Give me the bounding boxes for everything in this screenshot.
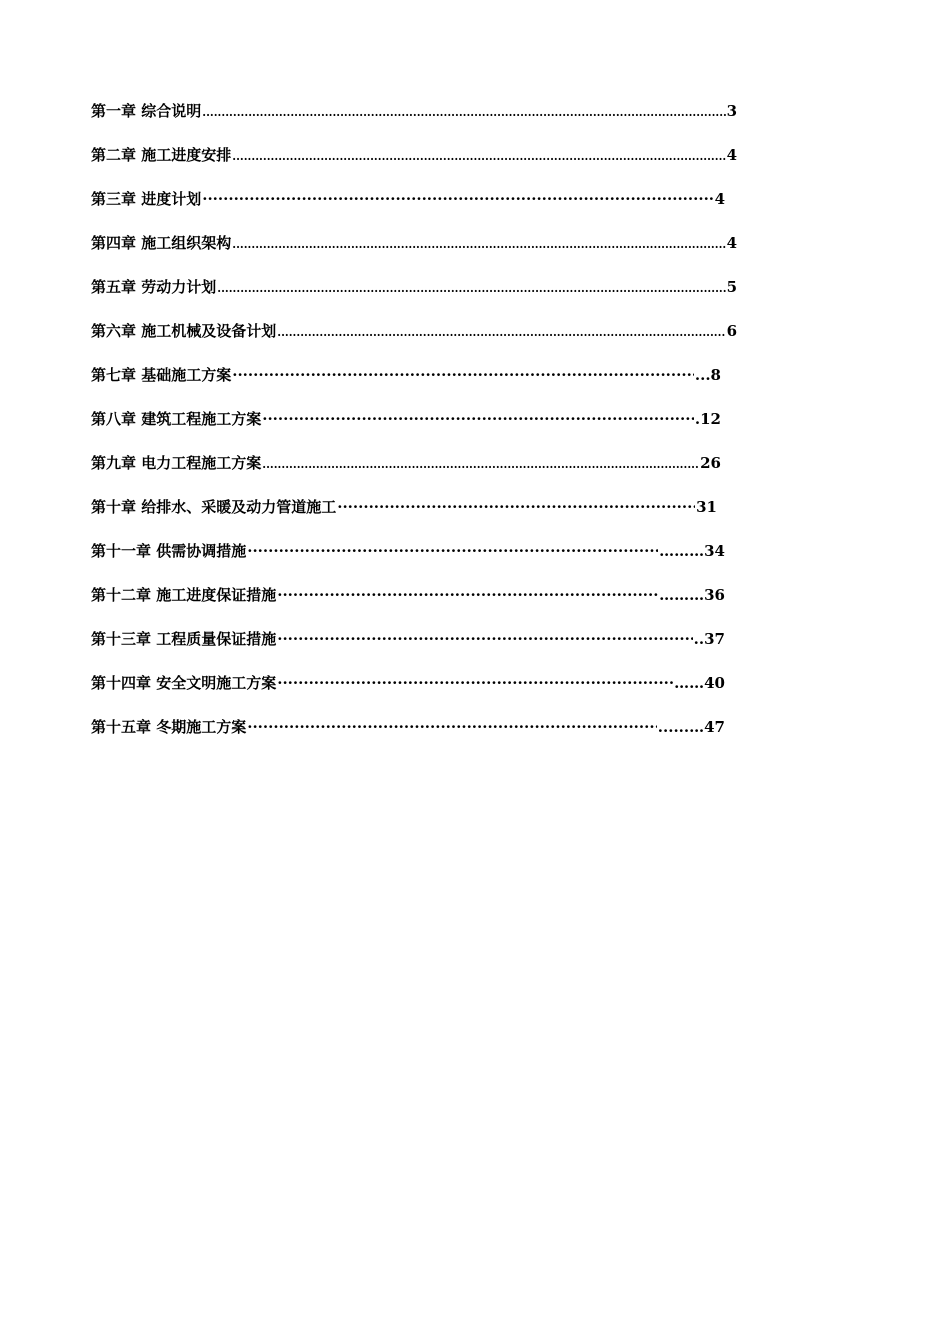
- toc-entry[interactable]: [91, 540, 725, 584]
- toc-page-number: 4: [726, 146, 737, 164]
- toc-entry-title: 第十四章 安全文明施工方案: [91, 674, 277, 692]
- toc-entry[interactable]: [91, 276, 737, 320]
- toc-entry[interactable]: [91, 144, 737, 188]
- toc-entry-title: 第十章 给排水、采暖及动力管道施工: [91, 498, 337, 516]
- toc-entry[interactable]: [91, 408, 721, 452]
- toc-entry[interactable]: [91, 628, 725, 672]
- toc-dot-leader: [217, 276, 725, 300]
- toc-entry-title: 第二章 施工进度安排: [91, 146, 232, 164]
- toc-dot-leader: [277, 320, 725, 344]
- toc-dot-leader: [232, 232, 725, 256]
- toc-entry-title: 第四章 施工组织架构: [91, 234, 232, 252]
- toc-page-number: ………34: [659, 542, 725, 560]
- toc-dot-leader: [277, 672, 673, 694]
- toc-page-number: ……40: [674, 674, 725, 692]
- toc-page-number: 4: [714, 190, 725, 208]
- toc-dot-leader: [262, 452, 699, 476]
- toc-entry-title: 第八章 建筑工程施工方案: [91, 410, 262, 428]
- toc-page-number: 4: [726, 234, 737, 252]
- toc-page-number: ......…47: [657, 718, 725, 736]
- toc-entry-title: 第十三章 工程质量保证措施: [91, 630, 277, 648]
- toc-dot-leader: [277, 584, 658, 606]
- toc-dot-leader: [202, 188, 713, 210]
- toc-page-number: 6: [726, 322, 737, 340]
- toc-entry[interactable]: [91, 188, 725, 232]
- toc-dot-leader: [247, 540, 658, 562]
- toc-entry-title: 第七章 基础施工方案: [91, 366, 232, 384]
- toc-entry[interactable]: [91, 452, 721, 496]
- toc-entry[interactable]: [91, 584, 725, 628]
- toc-entry[interactable]: [91, 364, 721, 408]
- toc-entry-title: 第六章 施工机械及设备计划: [91, 322, 277, 340]
- toc-entry-title: 第九章 电力工程施工方案: [91, 454, 262, 472]
- toc-dot-leader: [232, 364, 694, 386]
- toc-entry-title: 第一章 综合说明: [91, 102, 202, 120]
- toc-dot-leader: [277, 628, 692, 650]
- toc-dot-leader: [337, 496, 695, 518]
- toc-entry[interactable]: [91, 716, 725, 760]
- toc-page-number: ..37: [693, 630, 725, 648]
- toc-entry-title: 第三章 进度计划: [91, 190, 202, 208]
- toc-page-number: ………36: [659, 586, 725, 604]
- toc-dot-leader: [202, 100, 725, 124]
- toc-dot-leader: [247, 716, 657, 738]
- toc-entry[interactable]: [91, 496, 717, 540]
- toc-entry-title: 第十二章 施工进度保证措施: [91, 586, 277, 604]
- toc-entry-title: 第五章 劳动力计划: [91, 278, 217, 296]
- toc-entry-title: 第十五章 冬期施工方案: [91, 718, 247, 736]
- toc-page-number: 3: [726, 102, 737, 120]
- toc-page-number: .12: [694, 410, 721, 428]
- toc-page-number: 5: [726, 278, 737, 296]
- toc-dot-leader: [232, 144, 725, 168]
- toc-page-number: 31: [696, 498, 717, 516]
- toc-entry[interactable]: [91, 100, 737, 144]
- table-of-contents: [91, 100, 771, 760]
- toc-entry[interactable]: [91, 320, 737, 364]
- toc-entry[interactable]: [91, 232, 737, 276]
- toc-entry-title: 第十一章 供需协调措施: [91, 542, 247, 560]
- toc-entry[interactable]: [91, 672, 725, 716]
- toc-page-number: ...8: [694, 366, 721, 384]
- toc-dot-leader: [262, 408, 694, 430]
- toc-page-number: 26: [700, 454, 721, 472]
